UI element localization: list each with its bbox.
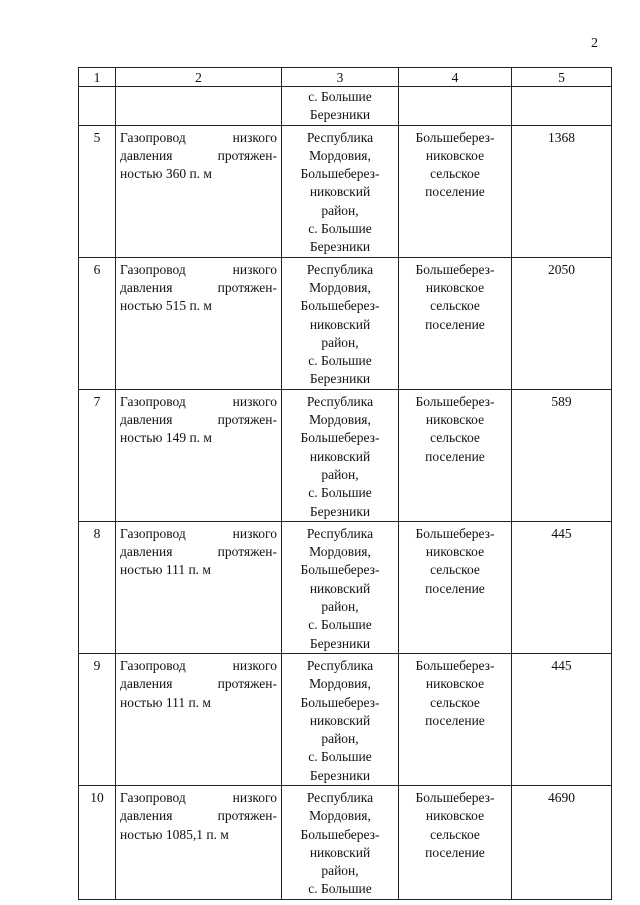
address-line: Большеберез- bbox=[300, 430, 380, 446]
address-line: с. Большие bbox=[308, 749, 372, 765]
object-name-cell bbox=[116, 257, 282, 389]
value-cell bbox=[512, 87, 612, 126]
object-name-line: Газопровод низкого bbox=[120, 393, 277, 409]
object-name-line: ностью 111 п. м bbox=[120, 562, 211, 578]
address-line: Большеберез- bbox=[300, 298, 380, 314]
settlement-line: поселение bbox=[425, 184, 485, 200]
address-line: Березники bbox=[309, 239, 371, 255]
settlement-line: Большеберез- bbox=[415, 129, 495, 145]
settlement-line: поселение bbox=[425, 316, 485, 332]
page-number: 2 bbox=[591, 36, 598, 51]
object-name-cell bbox=[116, 125, 282, 257]
address-line: никовский bbox=[309, 316, 371, 332]
settlement-cell bbox=[399, 653, 512, 785]
settlement-line: поселение bbox=[425, 844, 485, 860]
address-line: Березники bbox=[309, 371, 371, 387]
row-number-cell: 5 bbox=[79, 125, 116, 257]
value-cell: 445 bbox=[512, 521, 612, 653]
address-line: никовский bbox=[309, 712, 371, 728]
object-name-cell bbox=[116, 521, 282, 653]
column-number-row bbox=[79, 68, 612, 87]
address-line: Республика bbox=[306, 789, 374, 805]
address-line: Большеберез- bbox=[300, 694, 380, 710]
address-line: Мордовия, bbox=[309, 412, 371, 428]
settlement-line: сельское bbox=[430, 298, 480, 314]
settlement-cell bbox=[399, 125, 512, 257]
row-number-cell: 8 bbox=[79, 521, 116, 653]
table-row bbox=[79, 785, 612, 899]
value-cell: 1368 bbox=[512, 125, 612, 257]
object-name-line: давления протяжен- bbox=[120, 412, 277, 428]
table-row bbox=[79, 521, 612, 653]
address-line: никовский bbox=[309, 844, 371, 860]
address-cell bbox=[282, 125, 399, 257]
address-line: район, bbox=[321, 202, 359, 218]
settlement-line: поселение bbox=[425, 580, 485, 596]
settlement-cell bbox=[399, 257, 512, 389]
address-cell bbox=[282, 521, 399, 653]
object-name-line: ностью 515 п. м bbox=[120, 298, 212, 314]
object-name-cell bbox=[116, 785, 282, 899]
address-line: район, bbox=[321, 466, 359, 482]
address-line: Мордовия, bbox=[309, 544, 371, 560]
row-number-cell: 9 bbox=[79, 653, 116, 785]
address-line: никовский bbox=[309, 580, 371, 596]
address-line: с. Большие bbox=[308, 221, 372, 237]
object-name-line: Газопровод низкого bbox=[120, 129, 277, 145]
address-line: никовский bbox=[309, 184, 371, 200]
settlement-line: никовское bbox=[425, 147, 485, 163]
address-cell bbox=[282, 87, 399, 126]
object-name-line: Газопровод низкого bbox=[120, 261, 277, 277]
settlement-cell bbox=[399, 87, 512, 126]
table-row bbox=[79, 389, 612, 521]
value-cell: 589 bbox=[512, 389, 612, 521]
settlement-line: сельское bbox=[430, 694, 480, 710]
settlement-line: сельское bbox=[430, 826, 480, 842]
object-name-cell bbox=[116, 653, 282, 785]
column-number-cell: 3 bbox=[282, 68, 399, 87]
address-line: район, bbox=[321, 334, 359, 350]
row-number-cell: 10 bbox=[79, 785, 116, 899]
table-row bbox=[79, 257, 612, 389]
object-name-line: ностью 360 п. м bbox=[120, 166, 212, 182]
address-line: никовский bbox=[309, 448, 371, 464]
object-name-line: ностью 149 п. м bbox=[120, 430, 212, 446]
column-number-cell: 1 bbox=[79, 68, 116, 87]
settlement-line: Большеберез- bbox=[415, 657, 495, 673]
value-cell: 2050 bbox=[512, 257, 612, 389]
object-name-line: давления протяжен- bbox=[120, 544, 277, 560]
table-row bbox=[79, 125, 612, 257]
address-line: Березники bbox=[309, 767, 371, 783]
table-row bbox=[79, 653, 612, 785]
object-name-line: Газопровод низкого bbox=[120, 525, 277, 541]
address-line: район, bbox=[321, 863, 359, 879]
object-name-line: Газопровод низкого bbox=[120, 789, 277, 805]
settlement-line: никовское bbox=[425, 676, 485, 692]
address-line: Республика bbox=[306, 129, 374, 145]
address-cell bbox=[282, 653, 399, 785]
settlement-line: поселение bbox=[425, 712, 485, 728]
address-line: район, bbox=[321, 599, 359, 615]
continuation-row bbox=[79, 87, 612, 126]
address-line: Мордовия, bbox=[309, 147, 371, 163]
object-name-line: ностью 1085,1 п. м bbox=[120, 826, 229, 842]
settlement-line: никовское bbox=[425, 808, 485, 824]
address-cell bbox=[282, 257, 399, 389]
address-line: Республика bbox=[306, 261, 374, 277]
settlement-line: Большеберез- bbox=[415, 261, 495, 277]
address-line: с. Большие bbox=[308, 485, 372, 501]
row-number-cell: 7 bbox=[79, 389, 116, 521]
object-name-line: Газопровод низкого bbox=[120, 657, 277, 673]
value-cell: 445 bbox=[512, 653, 612, 785]
address-line: Березники bbox=[309, 107, 371, 123]
address-line: Республика bbox=[306, 393, 374, 409]
settlement-line: сельское bbox=[430, 562, 480, 578]
settlement-line: поселение bbox=[425, 448, 485, 464]
address-cell bbox=[282, 785, 399, 899]
settlement-cell bbox=[399, 785, 512, 899]
address-line: с. Большие bbox=[308, 617, 372, 633]
address-line: с. Большие bbox=[308, 89, 372, 104]
address-line: Березники bbox=[309, 503, 371, 519]
settlement-line: сельское bbox=[430, 430, 480, 446]
object-name-line: ностью 111 п. м bbox=[120, 694, 211, 710]
column-number-cell: 5 bbox=[512, 68, 612, 87]
property-register-table bbox=[78, 67, 612, 900]
address-line: с. Большие bbox=[308, 353, 372, 369]
settlement-cell bbox=[399, 521, 512, 653]
address-line: Мордовия, bbox=[309, 279, 371, 295]
address-line: Большеберез- bbox=[300, 562, 380, 578]
object-name-line: давления протяжен- bbox=[120, 147, 277, 163]
object-name-cell bbox=[116, 389, 282, 521]
address-line: с. Большие bbox=[308, 881, 372, 897]
object-name-line: давления протяжен- bbox=[120, 279, 277, 295]
object-name-line: давления протяжен- bbox=[120, 808, 277, 824]
row-number-cell bbox=[79, 87, 116, 126]
address-line: Мордовия, bbox=[309, 676, 371, 692]
address-line: Мордовия, bbox=[309, 808, 371, 824]
value-cell: 4690 bbox=[512, 785, 612, 899]
address-line: район, bbox=[321, 731, 359, 747]
settlement-line: никовское bbox=[425, 412, 485, 428]
address-line: Березники bbox=[309, 635, 371, 651]
settlement-line: Большеберез- bbox=[415, 525, 495, 541]
column-number-cell: 2 bbox=[116, 68, 282, 87]
row-number-cell: 6 bbox=[79, 257, 116, 389]
column-number-cell: 4 bbox=[399, 68, 512, 87]
settlement-line: никовское bbox=[425, 279, 485, 295]
address-line: Республика bbox=[306, 525, 374, 541]
object-name-line: давления протяжен- bbox=[120, 676, 277, 692]
settlement-line: сельское bbox=[430, 166, 480, 182]
address-line: Республика bbox=[306, 657, 374, 673]
address-cell bbox=[282, 389, 399, 521]
settlement-line: никовское bbox=[425, 544, 485, 560]
address-line: Большеберез- bbox=[300, 166, 380, 182]
settlement-line: Большеберез- bbox=[415, 393, 495, 409]
settlement-line: Большеберез- bbox=[415, 789, 495, 805]
object-name-cell bbox=[116, 87, 282, 126]
settlement-cell bbox=[399, 389, 512, 521]
address-line: Большеберез- bbox=[300, 826, 380, 842]
